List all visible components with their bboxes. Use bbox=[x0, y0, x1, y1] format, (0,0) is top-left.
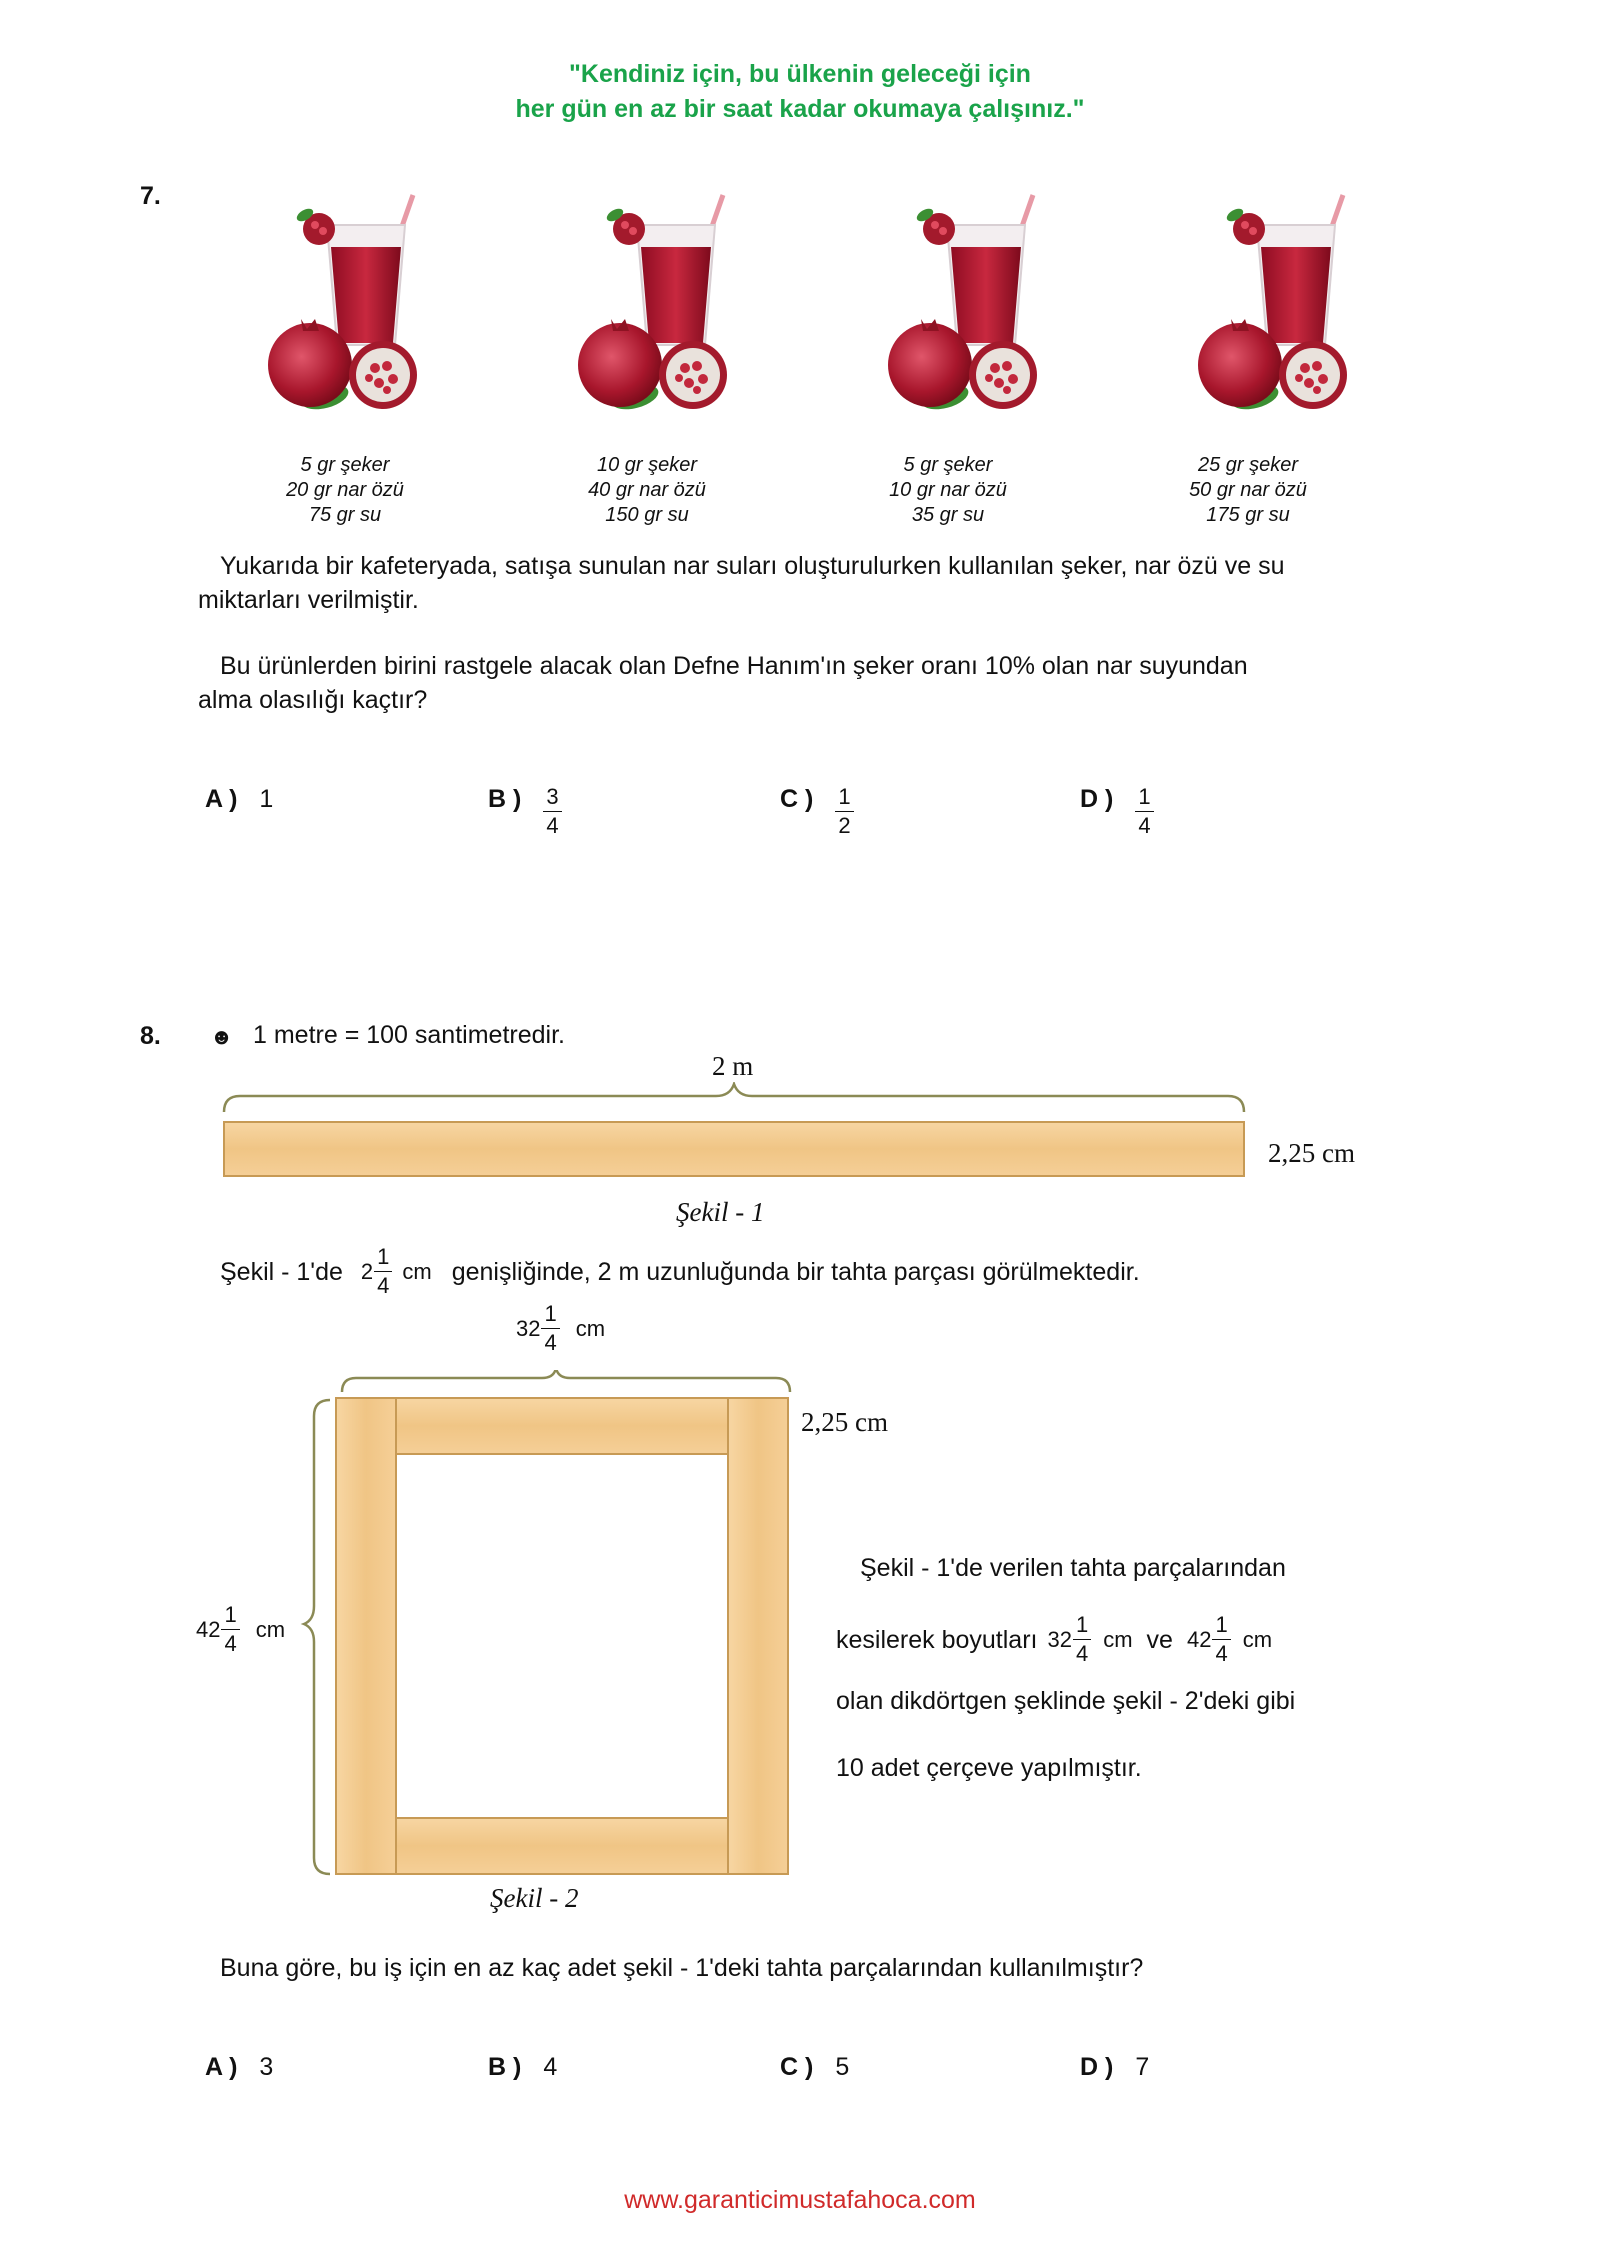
q8-option-b[interactable] bbox=[488, 2053, 557, 2082]
option-a-value: 1 bbox=[259, 785, 274, 813]
fraction-denominator: 4 bbox=[546, 813, 559, 838]
fraction-numerator: 1 bbox=[1135, 785, 1153, 812]
desc-mixed-number bbox=[361, 1245, 393, 1298]
fig2-bottom-plank bbox=[396, 1818, 728, 1874]
fraction-denominator: 4 bbox=[544, 1330, 557, 1355]
mixed-fraction bbox=[1073, 1613, 1091, 1666]
juice-2-sugar: 10 gr şeker bbox=[596, 454, 698, 476]
side-dim1-mixed bbox=[1047, 1613, 1091, 1666]
option-c-label: C ) bbox=[780, 785, 814, 813]
side-dim2-unit: cm bbox=[1242, 1626, 1273, 1652]
juice-1-water: 75 gr su bbox=[308, 504, 382, 526]
option-d-fraction bbox=[1135, 785, 1153, 838]
q7-option-d[interactable] bbox=[1080, 785, 1154, 838]
fig2-top-plank bbox=[396, 1398, 728, 1454]
side-text-line3: olan dikdörtgen şeklinde şekil - 2'deki gibi bbox=[836, 1687, 1296, 1715]
option-a-label: A ) bbox=[205, 785, 238, 813]
fraction-numerator: 1 bbox=[541, 1302, 559, 1329]
juice-image-2 bbox=[545, 185, 745, 430]
fig2-top-brace bbox=[342, 1370, 790, 1392]
fraction-numerator: 3 bbox=[543, 785, 561, 812]
option-b-label: B ) bbox=[488, 2053, 522, 2081]
juice-caption-3 bbox=[848, 453, 1048, 528]
option-d-label: D ) bbox=[1080, 2053, 1114, 2081]
option-b-fraction bbox=[543, 785, 561, 838]
fig1-length-label: 2 m bbox=[712, 1051, 754, 1081]
q7-para2-line2: alma olasılığı kaçtır? bbox=[198, 686, 428, 714]
fig2-left-brace bbox=[304, 1400, 330, 1874]
option-b-value: 4 bbox=[543, 2053, 558, 2081]
desc-suffix: genişliğinde, 2 m uzunluğunda bir tahta parçası görülmektedir. bbox=[451, 1257, 1140, 1286]
q8-option-c[interactable] bbox=[780, 2053, 849, 2082]
left-mixed-number bbox=[196, 1603, 240, 1656]
juice-4-water: 175 gr su bbox=[1206, 504, 1290, 526]
mixed-whole: 32 bbox=[516, 1315, 541, 1341]
mixed-fraction bbox=[541, 1302, 559, 1355]
side-text-line2 bbox=[836, 1613, 1272, 1666]
top-unit: cm bbox=[575, 1315, 606, 1341]
side-text-line1: Şekil - 1'de verilen tahta parçalarından bbox=[860, 1554, 1286, 1582]
q8-option-a[interactable] bbox=[205, 2053, 273, 2082]
fraction-denominator: 4 bbox=[1215, 1641, 1228, 1666]
juice-4-extract: 50 gr nar özü bbox=[1189, 479, 1307, 501]
q8-question: Buna göre, bu iş için en az kaç adet şekil - 1'deki tahta parçalarından kullanılmıştır? bbox=[220, 1954, 1144, 1982]
juice-3-sugar: 5 gr şeker bbox=[903, 454, 993, 476]
q8-description bbox=[220, 1245, 1140, 1298]
side-dim1-unit: cm bbox=[1103, 1626, 1133, 1652]
top-mixed-number bbox=[516, 1302, 560, 1355]
fraction-numerator: 1 bbox=[221, 1603, 239, 1630]
option-c-value: 5 bbox=[835, 2053, 850, 2081]
q7-para2-line1: Bu ürünlerden birini rastgele alacak olan Defne Hanım'ın şeker oranı 10% olan nar suyundan bbox=[220, 652, 1248, 680]
q7-para1-line2: miktarları verilmiştir. bbox=[198, 586, 419, 614]
juice-image-3 bbox=[855, 185, 1055, 430]
mixed-whole: 32 bbox=[1047, 1626, 1072, 1652]
fig2-top-label bbox=[516, 1302, 605, 1355]
fig2-frame bbox=[300, 1370, 800, 1880]
q8-fact: 1 metre = 100 santimetredir. bbox=[253, 1021, 565, 1049]
juice-3-water: 35 gr su bbox=[911, 504, 985, 526]
left-unit: cm bbox=[255, 1616, 286, 1642]
fraction-denominator: 4 bbox=[224, 1631, 237, 1656]
fig1-board bbox=[220, 1082, 1250, 1182]
juice-caption-1 bbox=[245, 453, 445, 528]
question-number-7: 7. bbox=[140, 182, 161, 210]
fraction-denominator: 4 bbox=[1075, 1641, 1089, 1666]
option-a-label: A ) bbox=[205, 2053, 238, 2081]
fig2-left-plank bbox=[336, 1398, 396, 1874]
q7-option-b[interactable] bbox=[488, 785, 562, 838]
fraction-numerator: 1 bbox=[835, 785, 853, 812]
q7-para1-line1: Yukarıda bir kafeteryada, satışa sunulan nar suları oluşturulurken kullanılan şeker, nar özü ve su bbox=[220, 552, 1285, 580]
option-b-label: B ) bbox=[488, 785, 522, 813]
juice-caption-2 bbox=[547, 453, 747, 528]
juice-2-extract: 40 gr nar özü bbox=[588, 479, 706, 501]
fraction-numerator: 1 bbox=[1073, 1613, 1091, 1640]
fraction-numerator: 1 bbox=[374, 1245, 392, 1272]
question-number-8: 8. bbox=[140, 1022, 161, 1050]
side-line2-prefix: kesilerek boyutları bbox=[836, 1625, 1038, 1654]
side-and: ve bbox=[1146, 1625, 1173, 1654]
desc-unit: cm bbox=[402, 1258, 432, 1284]
fig2-width-label: 2,25 cm bbox=[801, 1407, 888, 1437]
fig1-caption: Şekil - 1 bbox=[676, 1197, 765, 1227]
fraction-denominator: 4 bbox=[377, 1273, 390, 1298]
smiley-bullet-icon: ☻ bbox=[210, 1024, 234, 1049]
juice-1-sugar: 5 gr şeker bbox=[300, 454, 390, 476]
fig2-left-label bbox=[196, 1603, 285, 1656]
juice-4-sugar: 25 gr şeker bbox=[1197, 454, 1299, 476]
fig2-caption: Şekil - 2 bbox=[490, 1883, 579, 1913]
side-dim2-mixed bbox=[1187, 1613, 1231, 1666]
fraction-numerator: 1 bbox=[1212, 1613, 1230, 1640]
juice-3-extract: 10 gr nar özü bbox=[889, 479, 1007, 501]
desc-prefix: Şekil - 1'de bbox=[220, 1257, 343, 1286]
fig1-brace bbox=[224, 1084, 1244, 1112]
juice-2-water: 150 gr su bbox=[605, 504, 689, 526]
q8-option-d[interactable] bbox=[1080, 2053, 1149, 2082]
juice-image-1 bbox=[235, 185, 435, 430]
mixed-whole: 2 bbox=[360, 1258, 374, 1284]
q7-option-c[interactable] bbox=[780, 785, 854, 838]
juice-image-4 bbox=[1165, 185, 1365, 430]
option-c-label: C ) bbox=[780, 2053, 814, 2081]
option-c-fraction bbox=[835, 785, 853, 838]
motto-line-1: "Kendiniz için, bu ülkenin geleceği için bbox=[569, 60, 1031, 88]
mixed-whole: 42 bbox=[1186, 1626, 1212, 1652]
motto-line-2: her gün en az bir saat kadar okumaya çalışınız." bbox=[515, 95, 1085, 123]
footer-url[interactable]: www.garanticimustafahoca.com bbox=[624, 2186, 976, 2214]
option-a-value: 3 bbox=[259, 2053, 274, 2081]
mixed-whole: 42 bbox=[196, 1616, 221, 1642]
fig1-wood-plank bbox=[224, 1122, 1244, 1176]
option-d-label: D ) bbox=[1080, 785, 1114, 813]
q7-option-a[interactable] bbox=[205, 785, 273, 814]
mixed-fraction bbox=[221, 1603, 239, 1656]
fig2-right-plank bbox=[728, 1398, 788, 1874]
mixed-fraction bbox=[374, 1245, 392, 1298]
side-text-line4: 10 adet çerçeve yapılmıştır. bbox=[836, 1754, 1142, 1782]
juice-1-extract: 20 gr nar özü bbox=[286, 479, 404, 501]
option-d-value: 7 bbox=[1135, 2053, 1150, 2081]
fraction-denominator: 2 bbox=[838, 813, 851, 838]
mixed-fraction bbox=[1212, 1613, 1230, 1666]
fig1-width-label: 2,25 cm bbox=[1268, 1138, 1355, 1168]
fraction-denominator: 4 bbox=[1138, 813, 1151, 838]
juice-caption-4 bbox=[1148, 453, 1348, 528]
